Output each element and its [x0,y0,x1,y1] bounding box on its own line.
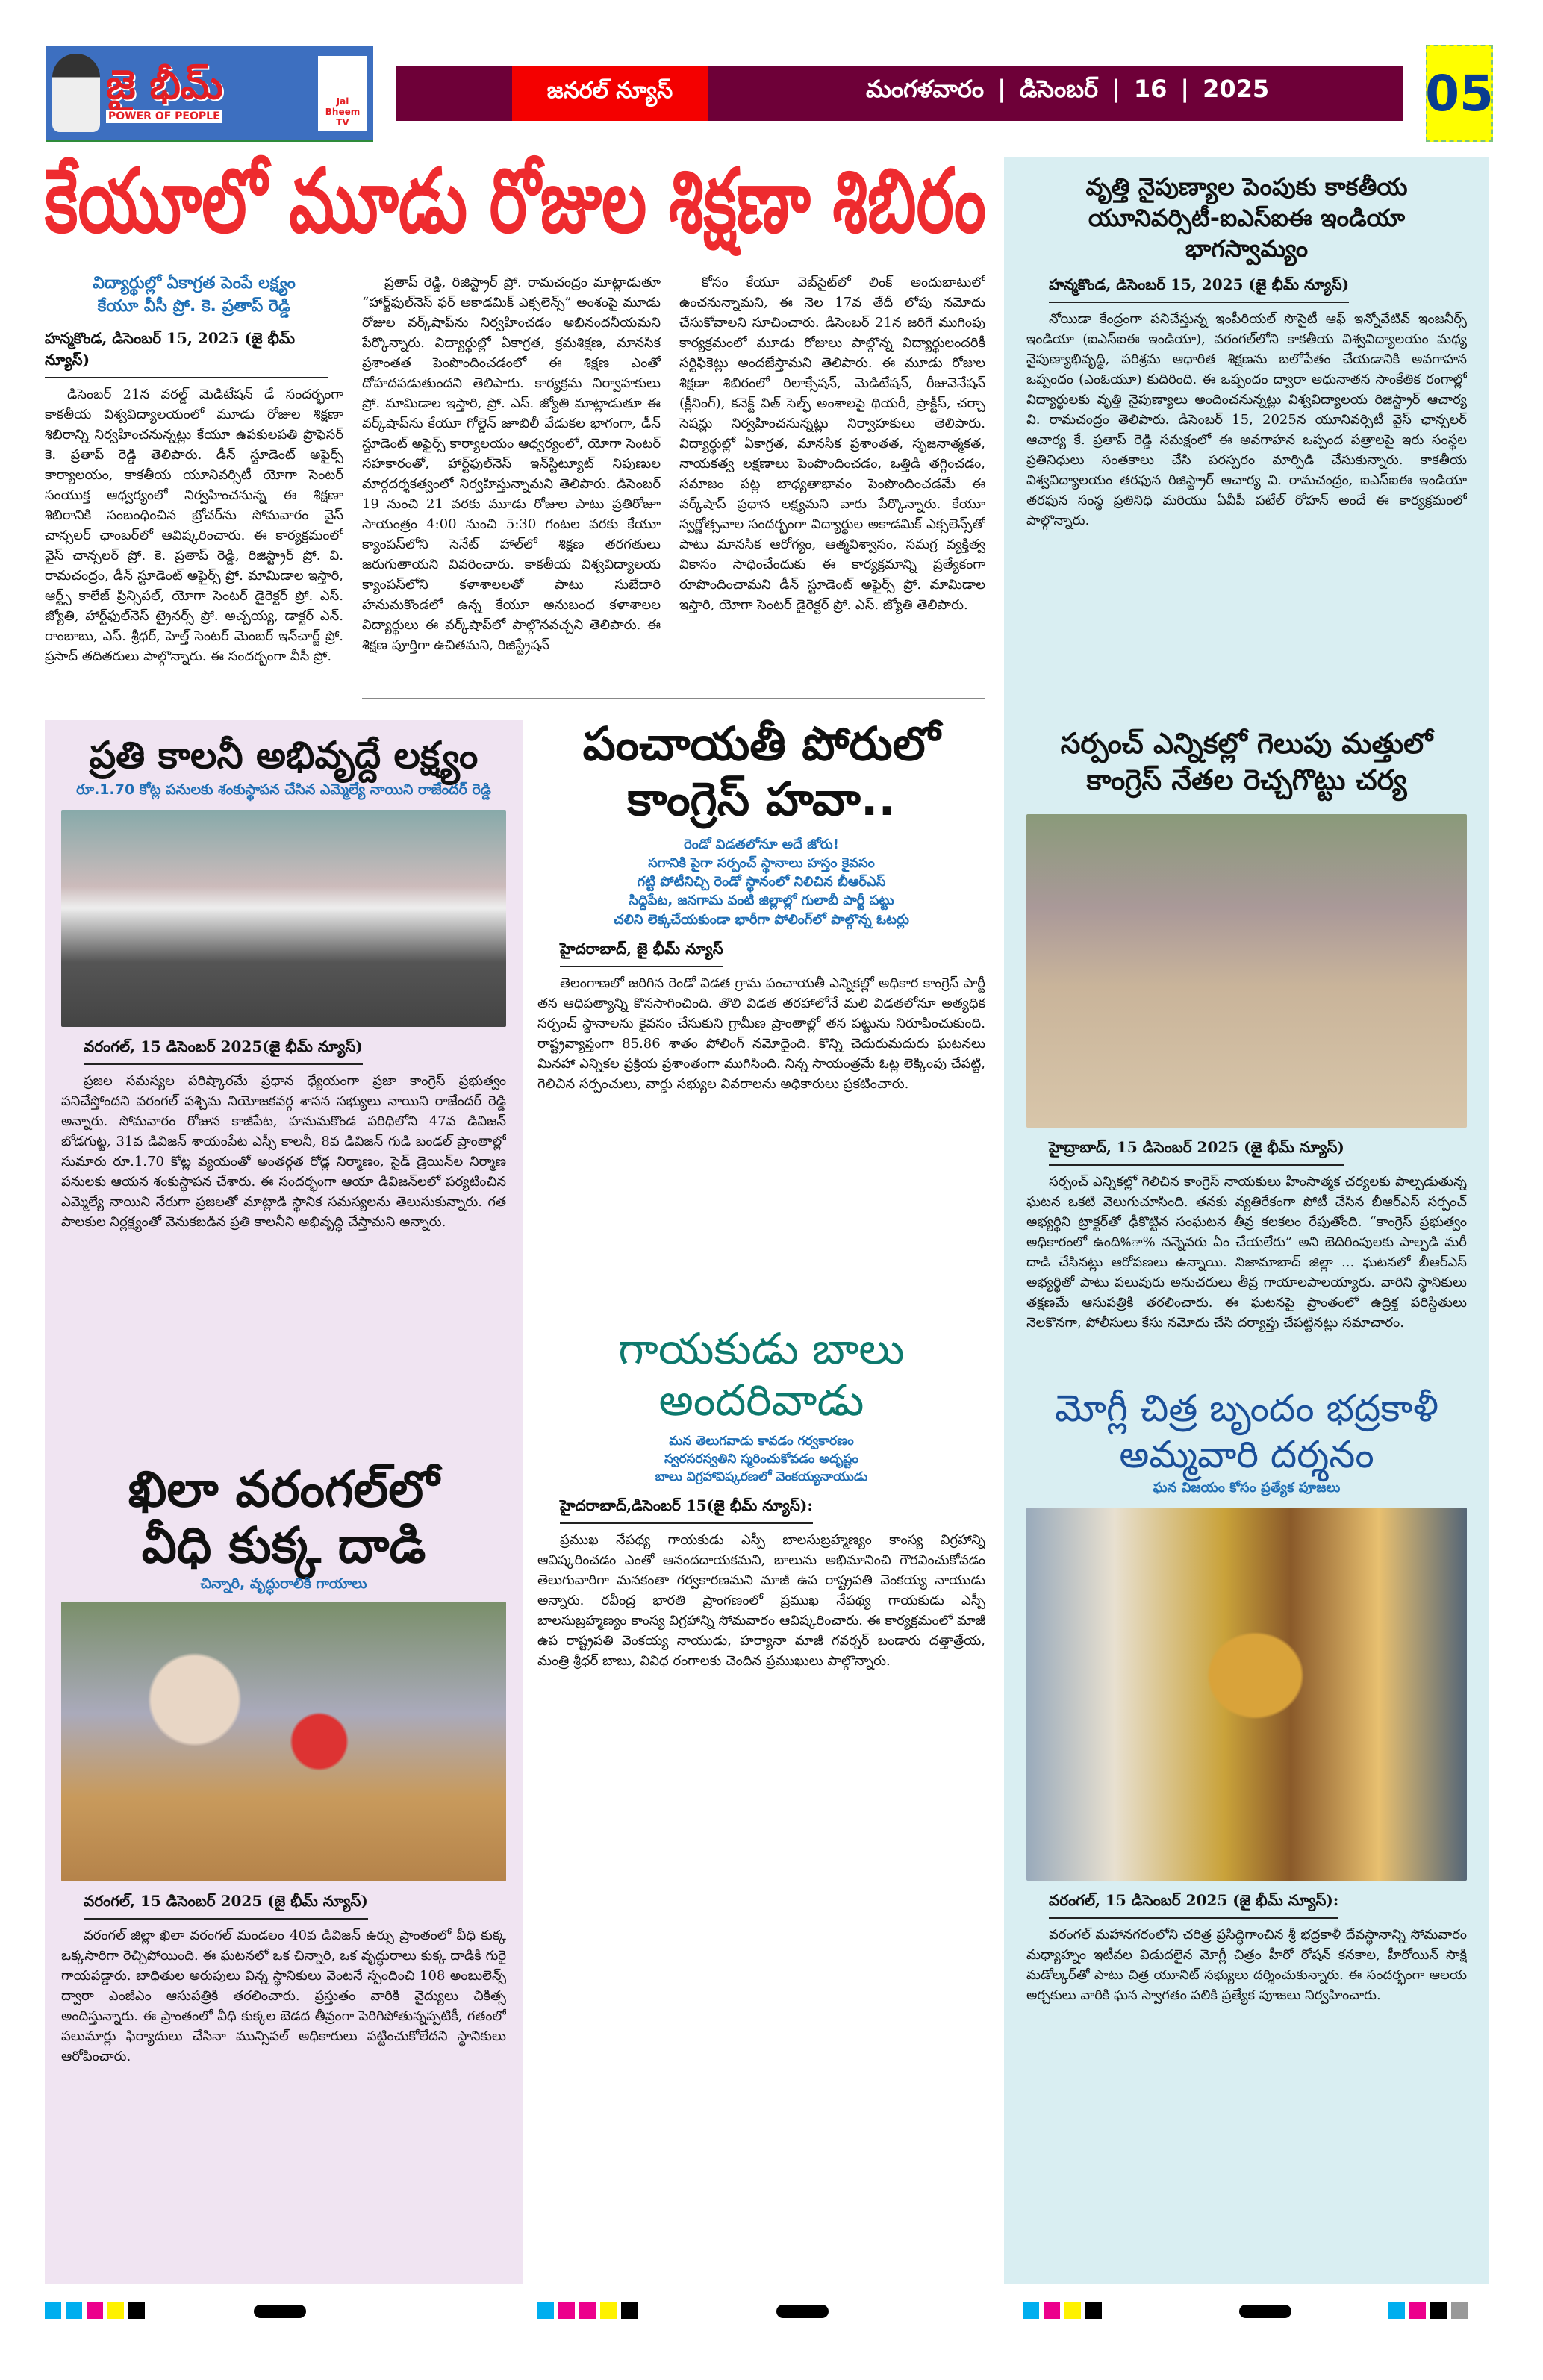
panchayat-subhead: రెండో విడతలోనూ అదే జోరు! [684,836,839,852]
panchayat-dateline: హైదరాబాద్, జై భీమ్ న్యూస్ [560,940,723,967]
balu-body: ప్రముఖ నేపథ్య గాయకుడు ఎస్పీ బాలసుబ్రహ్మణ్యం కాంస్య విగ్రహాన్ని ఆవిష్కరించడం ఎంతో ఆనందదాయకమని, బాలును అభిమానించి గౌరవించుకోవడం తెలుగువారిగా మనకంతా గర్వకారణమని మాజీ ఉప రాష్ట్రపతి వెంకయ్య నాయుడు అన్నారు. రవీంద్ర భారతి ప్రాంగణంలో ప్రముఖ నేపథ్య గాయకుడు ఎస్పీ బాలసుబ్రహ్మణ్యం కాంస్య విగ్రహాన్ని సోమవారం ఆవిష్కరించారు. ఈ కార్యక్రమంలో మాజీ ఉప రాష్ట్రపతి వెంకయ్య నాయుడు, హర్యానా మాజీ గవర్నర్ బండారు దత్తాత్రేయ, మంత్రి శ్రీధర్ బాబు, వివిధ రంగాలకు చెందిన ప్రముఖులు పాల్గొన్నారు. [537,1532,985,1670]
mowgli-body: వరంగల్ మహానగరంలోని చరిత్ర ప్రసిద్ధిగాంచిన శ్రీ భద్రకాళీ దేవస్థానాన్ని సోమవారం మధ్యాహ్నం ఇటీవల విడుదలైన మోగ్లీ చిత్రం హీరో రోషన్ కనకాల, హీరోయిన్ సాక్షి మడోల్కర్‌తో పాటు చిత్ర యూనిట్ సభ్యులు దర్శించుకున్నారు. ఈ సందర్భంగా ఆలయ అర్చకులు వారికి ఘన స్వాగతం పలికి ప్రత్యేక పూజలు నిర్వహించారు. [1026,1926,1467,2003]
dog-headline-2: వీధి కుక్క దాడి [141,1517,426,1575]
dog-subhead: చిన్నారి, వృద్ధురాలికి గాయాలు [200,1575,367,1593]
divider [362,698,985,699]
ku-dateline: హన్మకొండ, డిసెంబర్ 15, 2025 (జై భీమ్ న్యూస్) [1049,275,1349,303]
registration-mark [776,2305,829,2318]
panchayat-subhead: చలిని లెక్కచేయకుండా భారీగా పోలింగ్‌లో పాల్గొన్న ఓటర్లు [614,911,909,928]
colony-subhead: రూ.1.70 కోట్ల పనులకు శంకుస్థాపన చేసిన ఎమ్మెల్యే నాయిని రాజేందర్ రెడ్డి [76,781,491,798]
balu-subhead: స్వరసరస్వతిని స్మరించుకోవడం అదృష్టం [664,1451,859,1467]
registration-mark [1239,2305,1291,2318]
lead-subhead-1: విద్యార్థుల్లో ఏకాగ్రత పెంపే లక్ష్యం [93,274,296,293]
sarpanch-headline-2: కాంగ్రెస్ నేతల రెచ్చగొట్టు చర్య [1086,763,1407,797]
mowgli-headline-2: అమ్మవారి దర్శనం [1119,1433,1374,1477]
tractor-incident-photo [1026,814,1467,1128]
colony-dateline: వరంగల్, 15 డిసెంబర్ 2025(జై భీమ్ న్యూస్) [84,1037,363,1065]
lead-dateline: హన్మకొండ, డిసెంబర్ 15, 2025 (జై భీమ్ న్యూస్) [45,329,328,378]
mowgli-dateline: వరంగల్, 15 డిసెంబర్ 2025 (జై భీమ్ న్యూస్): [1049,1891,1338,1919]
brand-name: జై భీమ్ [106,62,224,108]
balu-subhead: మన తెలుగవాడు కావడం గర్వకారణం [669,1433,854,1449]
ambedkar-portrait [52,54,100,132]
lead-body-3: కోసం కేయూ వెబ్‌సైట్‌లో లింక్ అందుబాటులో ఉంచనున్నామని, ఈ నెల 17వ తేదీ లోపు నమోదు చేసుకోవాలని సూచించారు. డిసెంబర్ 21న జరిగే ముగింపు కార్యక్రమంలో మూడు రోజులు పాల్గొన్న విద్యార్థులందరికీ సర్టిఫికెట్లు అందజేస్తామని తెలిపారు. ఈ మూడు రోజుల శిక్షణా శిబిరంలో రిలాక్సేషన్, మెడిటేషన్, రీజువెనేషన్ (క్లీనింగ్), కనెక్ట్ విత్ సెల్ఫ్ అంశాలపై థియరీ, ప్రాక్టీస్, చర్చా సెషన్లు నిర్వహించనున్నట్లు నిర్వాహకులు తెలిపారు. విద్యార్థుల్లో ఏకాగ్రత, మానసిక ప్రశాంతత, సృజనాత్మకత, నాయకత్వ లక్షణాలు పెంపొందించడం, ఒత్తిడి తగ్గించడం, సమాజం పట్ల బాధ్యతాభావం పెంపొందించడమే ఈ వర్క్‌షాప్ ప్రధాన లక్ష్యమని వారు పేర్కొన్నారు. కేయూ స్వర్ణోత్సవాల సందర్భంగా విద్యార్థుల అకాడమిక్ ఎక్సలెన్స్‌తో పాటు మానసిక ఆరోగ్యం, ఆత్మవిశ్వాసం, సమగ్ర వ్యక్తిత్వ వికాసం సాధించేందుకు ఈ కార్యక్రమాన్ని ప్రత్యేకంగా రూపొందించామని డీన్ స్టూడెంట్ అఫైర్స్ ప్రో. మామిడాల ఇస్తారి, యోగా సెంటర్ డైరెక్టర్ ప్రో. ఎస్. జ్యోతి తెలిపారు. [679,275,985,613]
ku-body: నోయిడా కేంద్రంగా పనిచేస్తున్న ఇంపీరియల్ సొసైటీ ఆఫ్ ఇన్నోవేటివ్ ఇంజనీర్స్ ఇండియా (ఐఎస్ఐఈ ఇండియా), వరంగల్‌లోని కాకతీయ విశ్వవిద్యాలయం మధ్య నైపుణ్యాభివృద్ధి, పరిశ్రమ ఆధారిత శిక్షణను బలోపేతం చేయడానికి అవగాహన ఒప్పందం (ఎంఓయూ) కుదిరింది. ఈ ఒప్పందం ద్వారా అధునాతన సాంకేతిక రంగాల్లో విద్యార్థులకు వృత్తి నైపుణ్యాలు అందించనున్నట్లు విశ్వవిద్యాలయ రిజిస్ట్రార్ ఆచార్య వి. రామచంద్రం తెలిపారు. డిసెంబర్ 15, 2025న యూనివర్సిటీ వైస్ ఛాన్సలర్ ఆచార్య కే. ప్రతాప్ రెడ్డి సమక్షంలో ఈ అవగాహన ఒప్పంద పత్రాలపై ఇరు సంస్థల ప్రతినిధులు సంతకాలు చేసి పరస్పరం మార్పిడి చేసుకున్నారు. కాకతీయ విశ్వవిద్యాలయం తరఫున రిజిస్ట్రార్ ఆచార్య వి. రామచంద్రం, ఐఎస్ఐఈ ఇండియా తరఫున సంస్థ ప్రతినిధి మరియు ఏవీపీ పటేల్ రోహన్ అందే ఈ కార్యక్రమంలో పాల్గొన్నారు. [1026,310,1467,528]
sarpanch-dateline: హైద్రాబాద్, 15 డిసెంబర్ 2025 (జై భీమ్ న్యూస్) [1049,1138,1344,1166]
tv-logo: Jai Bheem TV [318,56,367,131]
color-registration-bar [1388,2302,1468,2319]
lead-col-1 [45,272,343,690]
day: 16 [1133,75,1168,103]
panchayat-body: తెలంగాణలో జరిగిన రెండో విడత గ్రామ పంచాయతీ ఎన్నికల్లో అధికార కాంగ్రెస్ పార్టీ తన ఆధిపత్యాన్ని కొనసాగించింది. తొలి విడత తరహాలోనే మలి విడతలోనూ అత్యధిక సర్పంచ్ స్థానాలను కైవసం చేసుకుని గ్రామీణ ప్రాంతాల్లో తన పట్టును నిరూపించుకుంది. రాష్ట్రవ్యాప్తంగా 85.86 శాతం పోలింగ్ నమోదైంది. కొన్ని చెదురుమదురు ఘటనలు మినహా ఎన్నికల ప్రక్రియ ప్రశాంతంగా ముగిసింది. నిన్న సాయంత్రమే ఓట్ల లెక్కింపు చేపట్టి, గెలిచిన సర్పంచులు, వార్డు సభ్యుల వివరాలను అధికారులు ప్రకటించారు. [537,975,985,1092]
ku-headline-1: వృత్తి నైపుణ్యాల పెంపుకు కాకతీయ [1085,172,1408,201]
balu-headline-1: గాయకుడు బాలు [618,1322,905,1374]
balu-headline-2: అందరివాడు [658,1375,864,1426]
dog-dateline: వరంగల్, 15 డిసెంబర్ 2025 (జై భీమ్ న్యూస్) [84,1892,368,1920]
lead-subhead-2: కేయూ వీసీ ప్రో. కె. ప్రతాప్ రెడ్డి [97,296,291,316]
panchayat-headline-2: కాంగ్రెస్ హవా.. [627,772,896,827]
lead-headline-wrap [45,153,989,257]
temple-visit-photo [1026,1508,1467,1881]
sarpanch-headline-1: సర్పంచ్ ఎన్నికల్లో గెలుపు మత్తులో [1060,726,1433,760]
panchayat-subhead: గట్టి పోటీనిచ్చి రెండో స్థానంలో నిలిచిన బీఆర్ఎస్ [637,874,886,890]
color-registration-bar [537,2302,638,2319]
sarpanch-body: సర్పంచ్ ఎన్నికల్లో గెలిచిన కాంగ్రెస్ నాయకులు హింసాత్మక చర్యలకు పాల్పడుతున్న ఘటన ఒకటి వెలుగుచూసింది. తనకు వ్యతిరేకంగా పోటీ చేసిన బీఆర్ఎస్ సర్పంచ్ అభ్యర్థిని ట్రాక్టర్‌తో ఢీకొట్టిన సంఘటన తీవ్ర కలకలం రేపుతోంది. “కాంగ్రెస్ ప్రభుత్వం అధికారంలో ఉంది%ా% నన్నెవరు ఏం చేయలేరు” అని బెదిరింపులకు పాల్పడి మరీ దాడి చేసినట్లు ఆరోపణలు ఉన్నాయి. నిజామాబాద్ జిల్లా ... ఘటనలో బీఆర్ఎస్ అభ్యర్థితో పాటు పలువురు అనుచరులు తీవ్ర గాయాలపాలయ్యారు. వారిని స్థానికులు తక్షణమే ఆసుపత్రికి తరలించారు. ఈ ఘటనపై ప్రాంతంలో ఉద్రిక్త పరిస్థితులు నెలకొనగా, పోలీసులు కేసు నమోదు చేసి దర్యాప్తు చేపట్టినట్లు సమాచారం. [1026,1173,1467,1331]
issue-date: మంగళవారం | డిసెంబర్ | 16 | 2025 [866,75,1269,109]
dog-headline-1: ఖిలా వరంగల్‌లో [128,1460,440,1518]
panchayat-headline-1: పంచాయతీ పోరులో [582,716,941,771]
panchayat-subhead: సగానికి పైగా సర్పంచ్ స్థానాలు హస్తం కైవసం [648,855,875,871]
lead-body-2: ప్రతాప్ రెడ్డి, రిజిస్ట్రార్ ప్రో. రామచంద్రం మాట్లాడుతూ “హార్ట్‌ఫుల్‌నెస్ ఫర్ అకాడమిక్ ఎక్సలెన్స్” అంశంపై మూడు రోజుల వర్క్‌షాప్‌ను నిర్వహించడం అభినందనీయమని పేర్కొన్నారు. విద్యార్థుల్లో ఏకాగ్రత, క్రమశిక్షణ, మానసిక ప్రశాంతత పెంపొందించడంలో ఈ శిక్షణ ఎంతో దోహదపడుతుందని తెలిపారు. కార్యక్రమ నిర్వాహకులు ప్రో. మామిడాల ఇస్తారి, ప్రో. ఎస్. జ్యోతి మాట్లాడుతూ ఈ వర్క్‌షాప్‌ను కేయూ గోల్డెన్ జూబిలీ వేడుకల భాగంగా, డీన్ స్టూడెంట్ అఫైర్స్ కార్యాలయం ఆధ్వర్యంలో, యోగా సెంటర్ సహకారంతో, హార్ట్‌ఫుల్‌నెస్ ఇన్‌స్టిట్యూట్ నిపుణుల మార్గదర్శకత్వంలో నిర్వహిస్తున్నామని తెలిపారు. డిసెంబర్ 19 నుంచి 21 వరకు మూడు రోజుల పాటు ప్రతిరోజూ సాయంత్రం 4:00 నుంచి 5:30 గంటల వరకు కేయూ క్యాంపస్‌లోని సెనేట్ హాల్‌లో శిక్షణ తరగతులు జరుగుతాయని వివరించారు. కాకతీయ విశ్వవిద్యాలయ క్యాంపస్‌లోని కళాశాలలతో పాటు సుబేదారి హనుమకొండలో ఉన్న కేయూ అనుబంధ కళాశాలల విద్యార్థులు ఈ వర్క్‌షాప్‌లో పాల్గొనవచ్చని తెలిపారు. ఈ శిక్షణ పూర్తిగా ఉచితమని, రిజిస్ట్రేషన్ [362,275,661,653]
section-label-text: జనరల్ న్యూస్ [546,78,673,104]
ku-headline-2: యూనివర్సిటీ-ఐఎస్ఐఈ ఇండియా భాగస్వామ్యం [1088,203,1406,263]
brand-tagline: POWER OF PEOPLE [106,110,222,123]
colony-headline: ప్రతి కాలనీ అభివృద్దే లక్ష్యం [89,734,479,777]
masthead-logo [46,46,373,142]
dog-body: వరంగల్ జిల్లా ఖిలా వరంగల్ మండలం 40వ డివిజన్ ఉర్సు ప్రాంతంలో వీధి కుక్క ఒక్కసారిగా రెచ్చిపోయింది. ఈ ఘటనలో ఒక చిన్నారి, ఒక వృద్ధురాలు కుక్క దాడికి గురై గాయపడ్డారు. బాధితుల అరుపులు విన్న స్థానికులు వెంటనే స్పందించి 108 అంబులెన్స్ ద్వారా ఎంజీఎం ఆసుపత్రికి తరలించారు. ప్రస్తుతం వారికి వైద్యులు చికిత్స అందిస్తున్నారు. ఈ ప్రాంతంలో వీధి కుక్కల బెడద తీవ్రంగా పెరిగిపోతున్నప్పటికీ, గతంలో పలుమార్లు ఫిర్యాదులు చేసినా మున్సిపల్ అధికారులు పట్టించుకోలేదని స్థానికులు ఆరోపించారు. [61,1927,506,2064]
balu-subhead: బాలు విగ్రహావిష్కరణలో వెంకయ్యనాయుడు [655,1469,868,1484]
middle-column [537,716,985,2284]
registration-mark [254,2305,306,2318]
balu-dateline: హైదరాబాద్,డిసెంబర్ 15(జై భీమ్ న్యూస్): [560,1496,813,1524]
mowgli-headline-1: మోగ్లీ చిత్ర బృందం భద్రకాళీ [1055,1386,1438,1430]
colony-body: ప్రజల సమస్యల పరిష్కారమే ప్రధాన ధ్యేయంగా ప్రజా కాంగ్రెస్ ప్రభుత్వం పనిచేస్తోందని వరంగల్ పశ్చిమ నియోజకవర్గ శాసన సభ్యులు నాయిని రాజేందర్ రెడ్డి అన్నారు. సోమవారం రోజున కాజీపేట, హనుమకొండ పరిధిలోని 47వ డివిజన్ బోడగుట్ట, 31వ డివిజన్ శాయంపేట ఎస్సీ కాలనీ, 8వ డివిజన్ గుడి బండల్ ప్రాంతాల్లో సుమారు రూ.1.70 కోట్ల వ్యయంతో అంతర్గత రోడ్ల నిర్మాణం, సైడ్ డ్రెయిన్‌ల నిర్మాణ పనులకు ఆయన శంకుస్థాపన చేశారు. ఈ సందర్భంగా ఆయా డివిజన్‌లలో పర్యటించిన ఎమ్మెల్యే నాయిని నేరుగా ప్రజలతో మాట్లాడి స్థానిక సమస్యలను తెలుసుకున్నారు. గత పాలకుల నిర్లక్ష్యంతో వెనుకబడిన ప్రతి కాలనీని అభివృద్ధి చేస్తామని అన్నారు. [61,1072,506,1230]
color-registration-bar [1023,2302,1102,2319]
page-number: 05 [1426,45,1493,142]
right-panel [1004,157,1489,2284]
left-panel [45,720,523,2284]
color-registration-bar [45,2302,145,2319]
section-label [512,66,708,121]
dog-attack-photo [61,1602,506,1881]
panchayat-subhead: సిద్దిపేట, జనగామ వంటి జిల్లాల్లో గులాబీ పార్టీ పట్టు [629,893,894,909]
weekday: మంగళవారం [866,75,985,103]
colony-photo [61,810,506,1027]
month: డిసెంబర్ [1019,75,1099,103]
lead-body-1: డిసెంబర్ 21న వరల్డ్ మెడిటేషన్ డే సందర్భంగా కాకతీయ విశ్వవిద్యాలయంలో మూడు రోజుల శిక్షణా శిబిరాన్ని నిర్వహించనున్నట్లు కేయూ ఉపకులపతి ప్రొఫెసర్ కె. ప్రతాప్ రెడ్డి తెలిపారు. డీన్ స్టూడెంట్ అఫైర్స్ కార్యాలయం, కాకతీయ యూనివర్సిటీ యోగా సెంటర్ సంయుక్త ఆధ్వర్యంలో నిర్వహించనున్న ఈ శిక్షణా శిబిరానికి సంబంధించిన బ్రోచర్‌ను సోమవారం వైస్ చాన్సలర్ ఛాంబర్‌లో ఆవిష్కరించారు. ఈ కార్యక్రమంలో వైస్ చాన్సలర్ ప్రో. కె. ప్రతాప్ రెడ్డి, రిజిస్ట్రార్ ప్రో. వి. రామచంద్రం, డీన్ స్టూడెంట్ అఫైర్స్ ప్రో. మామిడాల ఇస్తారి, ఆర్ట్స్ కాలేజ్ ప్రిన్సిపల్, యోగా సెంటర్ డైరెక్టర్ ప్రో. ఎస్. జ్యోతి, హార్ట్‌ఫుల్‌నెస్ ట్రైనర్స్ ప్రో. అచ్చయ్య, డాక్టర్ ఎన్. రాంబాబు, ఎస్. శ్రీధర్, హెల్త్ సెంటర్ మెంబర్ ఇన్‌చార్జ్ ప్రో. ప్రసాద్ తదితరులు పాల్గొన్నారు. ఈ సందర్భంగా వీసీ ప్రో. [45,386,343,664]
mowgli-subhead: ఘన విజయం కోసం ప్రత్యేక పూజలు [1153,1479,1341,1496]
lead-headline: కేయూలో మూడు రోజుల శిక్షణా శిబిరం [45,153,986,252]
year: 2025 [1203,75,1270,103]
